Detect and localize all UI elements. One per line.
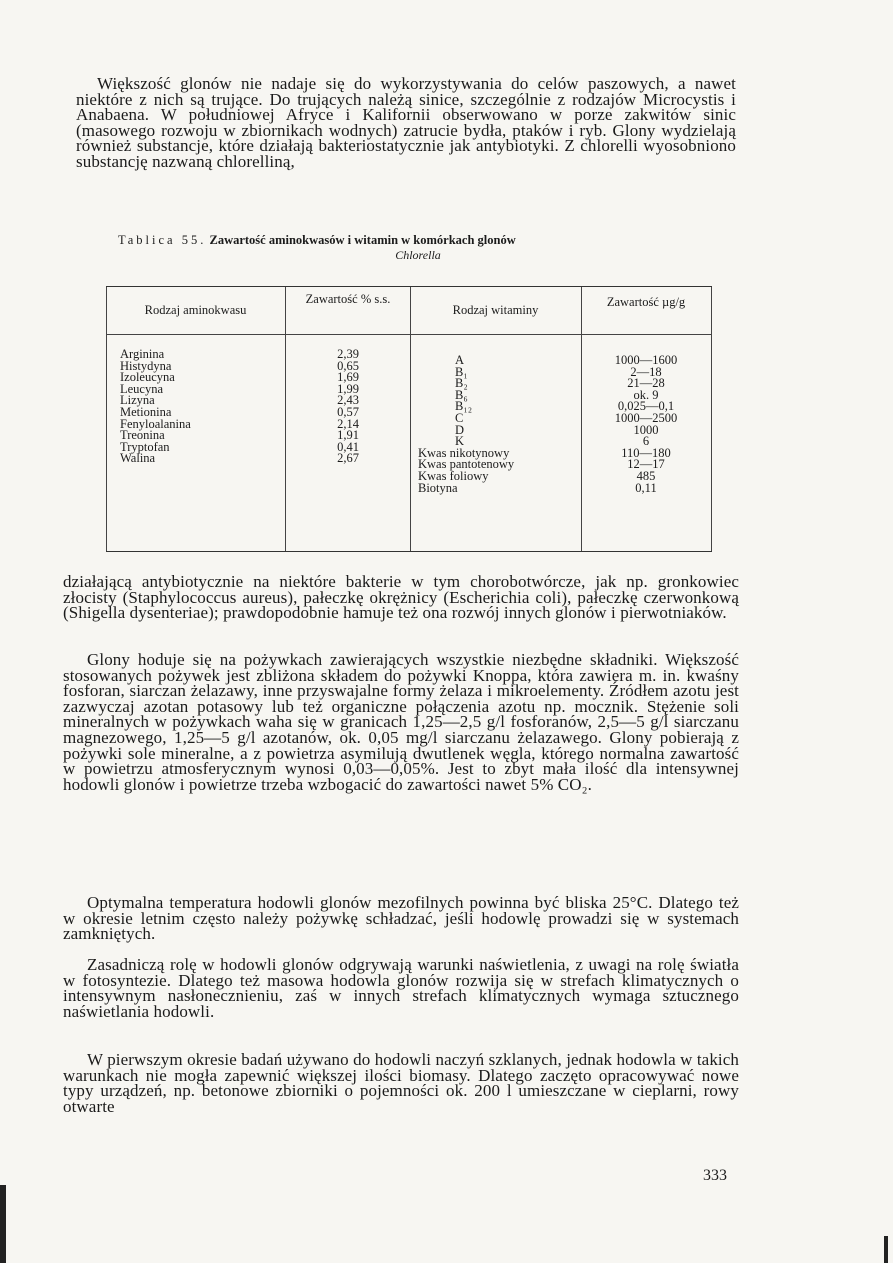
table-label: Tablica 55. <box>118 233 207 247</box>
vitamin-name: B₆ <box>455 387 468 402</box>
aminoacid-names-column <box>120 349 280 465</box>
aminoacid-name: Histydyna <box>120 358 172 373</box>
aminoacid-value: 2,67 <box>337 451 359 466</box>
aminoacid-name: Lizyna <box>120 393 155 408</box>
vitamin-name: Kwas foliowy <box>418 468 489 483</box>
vitamin-name: A <box>455 353 465 367</box>
header-aminoacid-content: Zawartość % s.s. <box>305 292 391 306</box>
vitamin-value: 21—28 <box>627 376 665 391</box>
vitamin-value: ok. 9 <box>633 387 659 402</box>
vitamin-value: 0,11 <box>635 480 657 495</box>
aminoacid-value: 1,91 <box>337 428 359 443</box>
vitamin-value: 12—17 <box>627 457 665 472</box>
table-header-rule <box>106 334 712 335</box>
paragraph-temperature: Optymalna temperatura hodowli glonów mezofilnych powinna być bliska 25°C. Dlatego też w okresie letnim często należy pożywkę schładzać, jeśli hodowlę prowadzi się w systemach zamkniętych. <box>63 893 739 944</box>
table-title: Zawartość aminokwasów i witamin w komórkach glonów <box>209 233 516 247</box>
vitamin-name: B₂ <box>455 376 468 391</box>
vitamin-name: Kwas nikotynowy <box>418 445 510 460</box>
header-vitamin-content: Zawartość µg/g <box>606 295 686 309</box>
vitamin-name: B₁ <box>455 364 468 379</box>
vitamin-name: D <box>455 422 465 437</box>
table-divider-1 <box>285 287 286 551</box>
table-border-right <box>711 287 712 551</box>
header-vitamin: Rodzaj witaminy <box>452 303 539 317</box>
aminoacid-name: Tryptofan <box>120 439 170 454</box>
aminoacid-value: 0,65 <box>337 358 359 373</box>
scan-edge-right <box>884 1236 888 1263</box>
data-table <box>106 286 712 552</box>
vitamin-value: 1000 <box>633 422 659 437</box>
vitamin-value: 1000—1600 <box>614 353 678 367</box>
header-aminoacid: Rodzaj aminokwasu <box>144 303 247 317</box>
vitamin-name: B₁₂ <box>455 399 473 414</box>
paragraph-lighting: Zasadniczą rolę w hodowli glonów odgrywają warunki naświetlenia, z uwagi na rolę światła w fotosyntezie. Dlatego też masowa hodowla glonów rozwija się w strefach klimatycznych o intensywnym nasłonecznieniu, zaś w innych strefach klimatycznych wymaga sztucznego naświetlania hodowli. <box>63 955 739 1021</box>
paragraph-equipment: W pierwszym okresie badań używano do hodowli naczyń szklanych, jednak hodowla w takich warunkach nie mogła zapewnić większej ilości biomasy. Dlatego zaczęto opracowywać nowe typy urządzeń, np. betonowe zbiorniki o pojemności ok. 200 l umieszczane w cieplarni, rowy otwarte <box>63 1050 739 1116</box>
vitamin-name: C <box>455 410 464 425</box>
aminoacid-name: Treonina <box>120 428 165 443</box>
table-divider-3 <box>581 287 582 551</box>
vitamin-value: 1000—2500 <box>614 410 678 425</box>
aminoacid-value: 0,41 <box>337 439 359 454</box>
aminoacid-value: 2,14 <box>337 416 359 431</box>
aminoacid-value: 1,99 <box>337 381 359 396</box>
table-subtitle: Chlorella <box>395 248 441 262</box>
vitamin-value: 6 <box>642 434 650 449</box>
table-border-left <box>106 287 107 551</box>
vitamin-value: 110—180 <box>621 445 671 460</box>
paragraph-nutrients: Glony hoduje się na pożywkach zawierających wszystkie niezbędne składniki. Większość stosowanych pożywek jest zbliżona składem do pożywki Knoppa, która zawiera m. in. kwaśny fosforan, siarczan żelazawy, inne przyswajalne formy żelaza i mikroelementy. Źródłem azotu jest zazwyczaj azotan potasowy lub też organiczne połączenia azotu np. mocznik. Stężenie soli mineralnych w pożywkach waha się w granicach 1,25—2,5 g/l fosforanów, 2,5—5 g/l siarczanu magnezowego, 1,25—5 g/l azotanów, ok. 0,05 mg/l siarczanu żelazawego. Glony pobierają z pożywki sole mineralne, a z powietrza asymilują dwutlenek węgla, którego normalna zawartość w powietrzu atmosferycznym wynosi 0,03—0,05%. Jest to zbyt mała ilość dla intensywnej hodowli glonów i powietrze trzeba wzbogacić do zawartości nawet 5% CO₂. <box>63 650 739 794</box>
vitamin-name: K <box>455 434 465 449</box>
vitamin-name: Biotyna <box>418 480 458 495</box>
aminoacid-value: 1,69 <box>337 370 359 385</box>
paragraph-intro: Większość glonów nie nadaje się do wykorzystywania do celów paszowych, a nawet niektóre z nich są trujące. Do trujących należą sinice, szczególnie z rodzajów Microcystis i Anabaena. W południowej Afryce i Kalifornii obserwowano w porze zakwitów sinic (masowego rozwoju w zbiornikach wodnych) zatrucie bydła, ptaków i ryb. Glony wydzielają również substancje, które działają bakteriostatycznie jak antybiotyki. Z chlorelli wyosobniono substancję nazwaną chlorelliną, <box>76 74 736 171</box>
table-divider-2 <box>410 287 411 551</box>
aminoacid-name: Metionina <box>120 404 172 419</box>
aminoacid-value: 0,57 <box>337 404 359 419</box>
vitamin-name: Kwas pantotenowy <box>418 457 515 472</box>
vitamin-values-column <box>584 355 708 494</box>
table-caption <box>118 233 718 263</box>
aminoacid-values-column <box>290 349 406 465</box>
aminoacid-name: Leucyna <box>120 381 164 396</box>
vitamin-names-column <box>418 355 578 494</box>
aminoacid-name: Izoleucyna <box>120 370 175 385</box>
aminoacid-value: 2,39 <box>337 347 359 361</box>
aminoacid-name: Walina <box>120 451 156 466</box>
vitamin-value: 485 <box>636 468 656 483</box>
vitamin-value: 0,025—0,1 <box>617 399 675 414</box>
aminoacid-name: Fenyloalanina <box>120 416 191 431</box>
aminoacid-name: Arginina <box>120 347 165 361</box>
aminoacid-value: 2,43 <box>337 393 359 408</box>
paragraph-antibiotic: działającą antybiotycznie na niektóre bakterie w tym chorobotwórcze, jak np. gronkowiec złocisty (Staphylococcus aureus), pałeczkę okrężnicy (Escherichia coli), pałeczkę czerwonkową (Shigella dysenteriae); prawdopodobnie hamuje też ona rozwój innych glonów i pierwotniaków. <box>63 572 739 623</box>
page-number: 333 <box>703 1167 727 1184</box>
vitamin-value: 2—18 <box>630 364 662 379</box>
scan-edge-left <box>0 1185 6 1263</box>
